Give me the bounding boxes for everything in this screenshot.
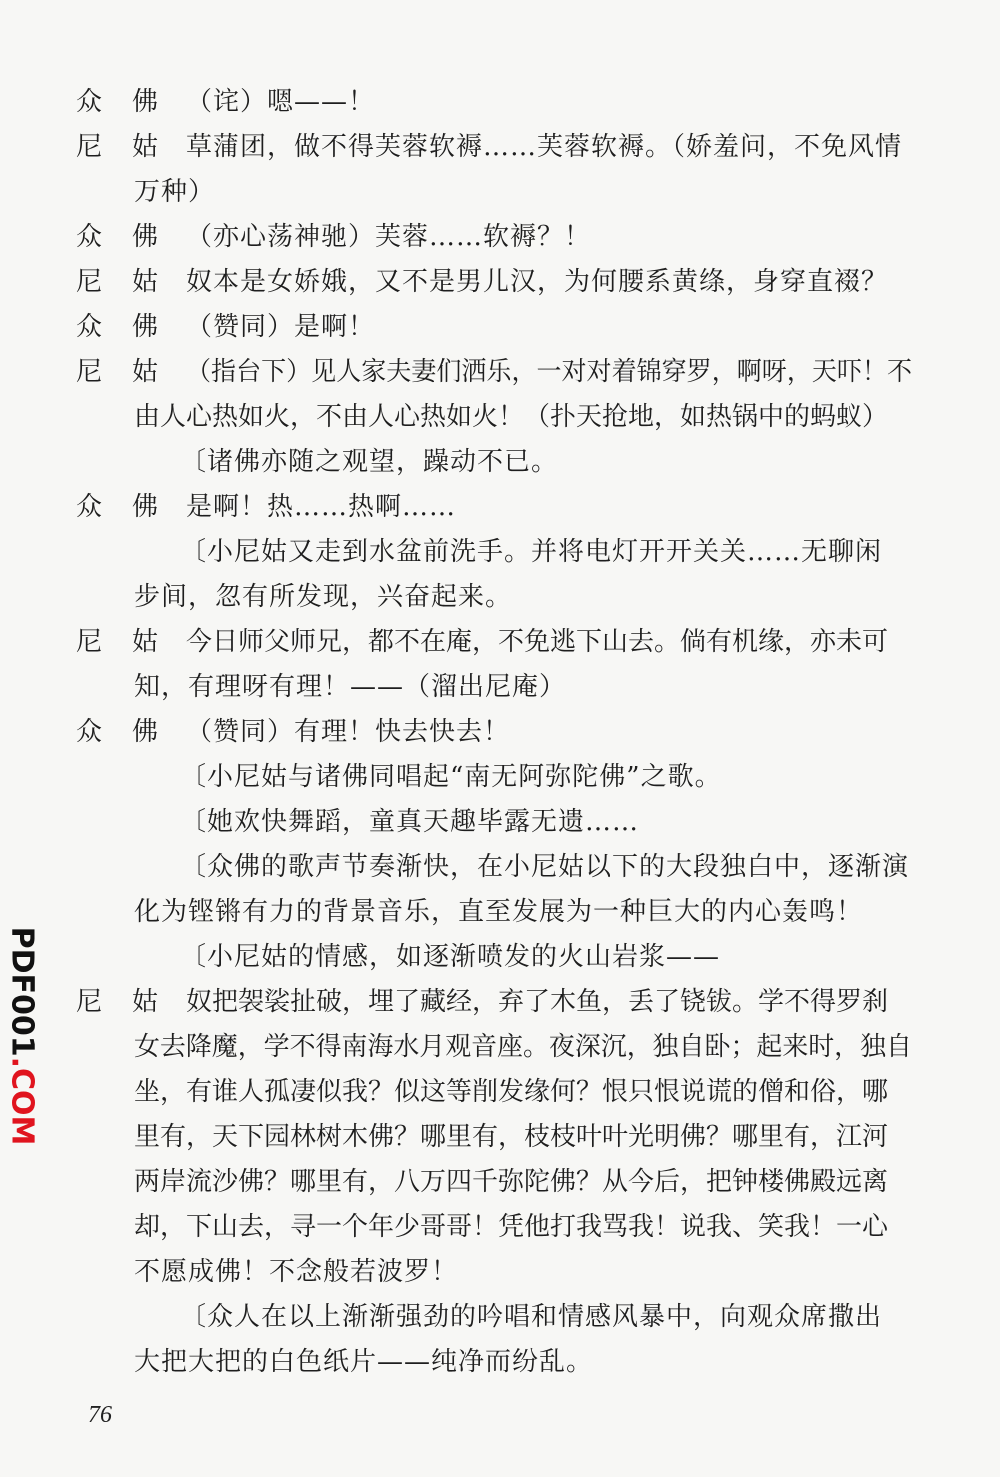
continuation-text: 里有，天下园林树木佛？哪里有，枝枝叶叶光明佛？哪里有，江河 — [134, 1122, 889, 1152]
continuation-text: 却，下山去，寻一个年少哥哥！凭他打我骂我！说我、笑我！一心 — [134, 1212, 889, 1242]
stage-direction: 〔诸佛亦随之观望，躁动不已。 — [180, 447, 559, 477]
continuation-text: 坐，有谁人孤凄似我？似这等削发缘何？恨只恨说谎的僧和俗，哪 — [134, 1077, 889, 1107]
dialogue-text: 奴本是女娇娥，又不是男儿汉，为何腰系黄绦，身穿直裰？ — [186, 267, 889, 297]
continuation-text: 不愿成佛！不念般若波罗！ — [134, 1257, 459, 1287]
speaker-char: 佛 — [132, 87, 160, 117]
page-number: 76 — [88, 1402, 112, 1428]
speaker-char: 尼 — [76, 267, 104, 297]
speaker-char: 佛 — [132, 492, 160, 522]
speaker-char: 佛 — [132, 717, 160, 747]
stage-direction: 〔众人在以上渐渐强劲的吟唱和情感风暴中，向观众席撒出 — [180, 1302, 883, 1332]
dialogue-text: （指台下）见人家夫妻们洒乐，一对对着锦穿罗，啊呀，天吓！不 — [186, 357, 912, 387]
speaker-char: 尼 — [76, 132, 104, 162]
speaker-char: 姑 — [132, 357, 160, 387]
continuation-text: 知，有理呀有理！——（溜出尼庵） — [134, 672, 567, 702]
speaker-char: 众 — [76, 312, 104, 342]
dialogue-text: 是啊！热……热啊…… — [186, 492, 457, 522]
stage-direction: 〔众佛的歌声节奏渐快，在小尼姑以下的大段独白中，逐渐演 — [180, 852, 910, 882]
watermark-suffix: .COM — [4, 1056, 40, 1146]
speaker-char: 姑 — [132, 267, 160, 297]
speaker-char: 尼 — [76, 987, 104, 1017]
speaker-char: 众 — [76, 87, 104, 117]
continuation-text: 女去降魔，学不得南海水月观音座。夜深沉，独自卧；起来时，独自 — [134, 1032, 912, 1062]
stage-direction: 〔小尼姑又走到水盆前洗手。并将电灯开开关关……无聊闲 — [180, 537, 883, 567]
watermark — [0, 926, 44, 1146]
speaker-char: 姑 — [132, 627, 160, 657]
speaker-char: 众 — [76, 492, 104, 522]
speaker-char: 佛 — [132, 312, 160, 342]
dialogue-text: （亦心荡神驰）芙蓉……软褥？！ — [186, 222, 592, 252]
dialogue-text: （诧）嗯——！ — [186, 87, 376, 117]
continuation-text: 化为铿锵有力的背景音乐，直至发展为一种巨大的内心轰鸣！ — [134, 897, 864, 927]
speaker-char: 尼 — [76, 357, 104, 387]
continuation-text: 由人心热如火，不由人心热如火！（扑天抢地，如热锅中的蚂蚁） — [134, 402, 889, 432]
continuation-text: 大把大把的白色纸片——纯净而纷乱。 — [134, 1347, 594, 1377]
watermark-main: PDF001 — [4, 926, 40, 1057]
continuation-text: 步间，忽有所发现，兴奋起来。 — [134, 582, 513, 612]
speaker-char: 佛 — [132, 222, 160, 252]
dialogue-text: （赞同）是啊！ — [186, 312, 376, 342]
continuation-text: 万种） — [134, 177, 216, 207]
dialogue-text: 今日师父师兄，都不在庵，不免逃下山去。倘有机缘，亦未可 — [186, 627, 889, 657]
speaker-char: 众 — [76, 717, 104, 747]
dialogue-text: （赞同）有理！快去快去！ — [186, 717, 511, 747]
dialogue-text: 草蒲团，做不得芙蓉软褥……芙蓉软褥。（娇羞问，不免风情 — [186, 132, 903, 162]
speaker-char: 姑 — [132, 132, 160, 162]
stage-direction: 〔她欢快舞蹈，童真天趣毕露无遗…… — [180, 807, 640, 837]
dialogue-text: 奴把袈裟扯破，埋了藏经，弃了木鱼，丢了铙钹。学不得罗刹 — [186, 987, 889, 1017]
stage-direction: 〔小尼姑的情感，如逐渐喷发的火山岩浆—— — [180, 942, 721, 972]
speaker-char: 众 — [76, 222, 104, 252]
continuation-text: 两岸流沙佛？哪里有，八万四千弥陀佛？从今后，把钟楼佛殿远离 — [134, 1167, 889, 1197]
stage-direction: 〔小尼姑与诸佛同唱起“南无阿弥陀佛”之歌。 — [180, 762, 722, 792]
speaker-char: 姑 — [132, 987, 160, 1017]
speaker-char: 尼 — [76, 627, 104, 657]
